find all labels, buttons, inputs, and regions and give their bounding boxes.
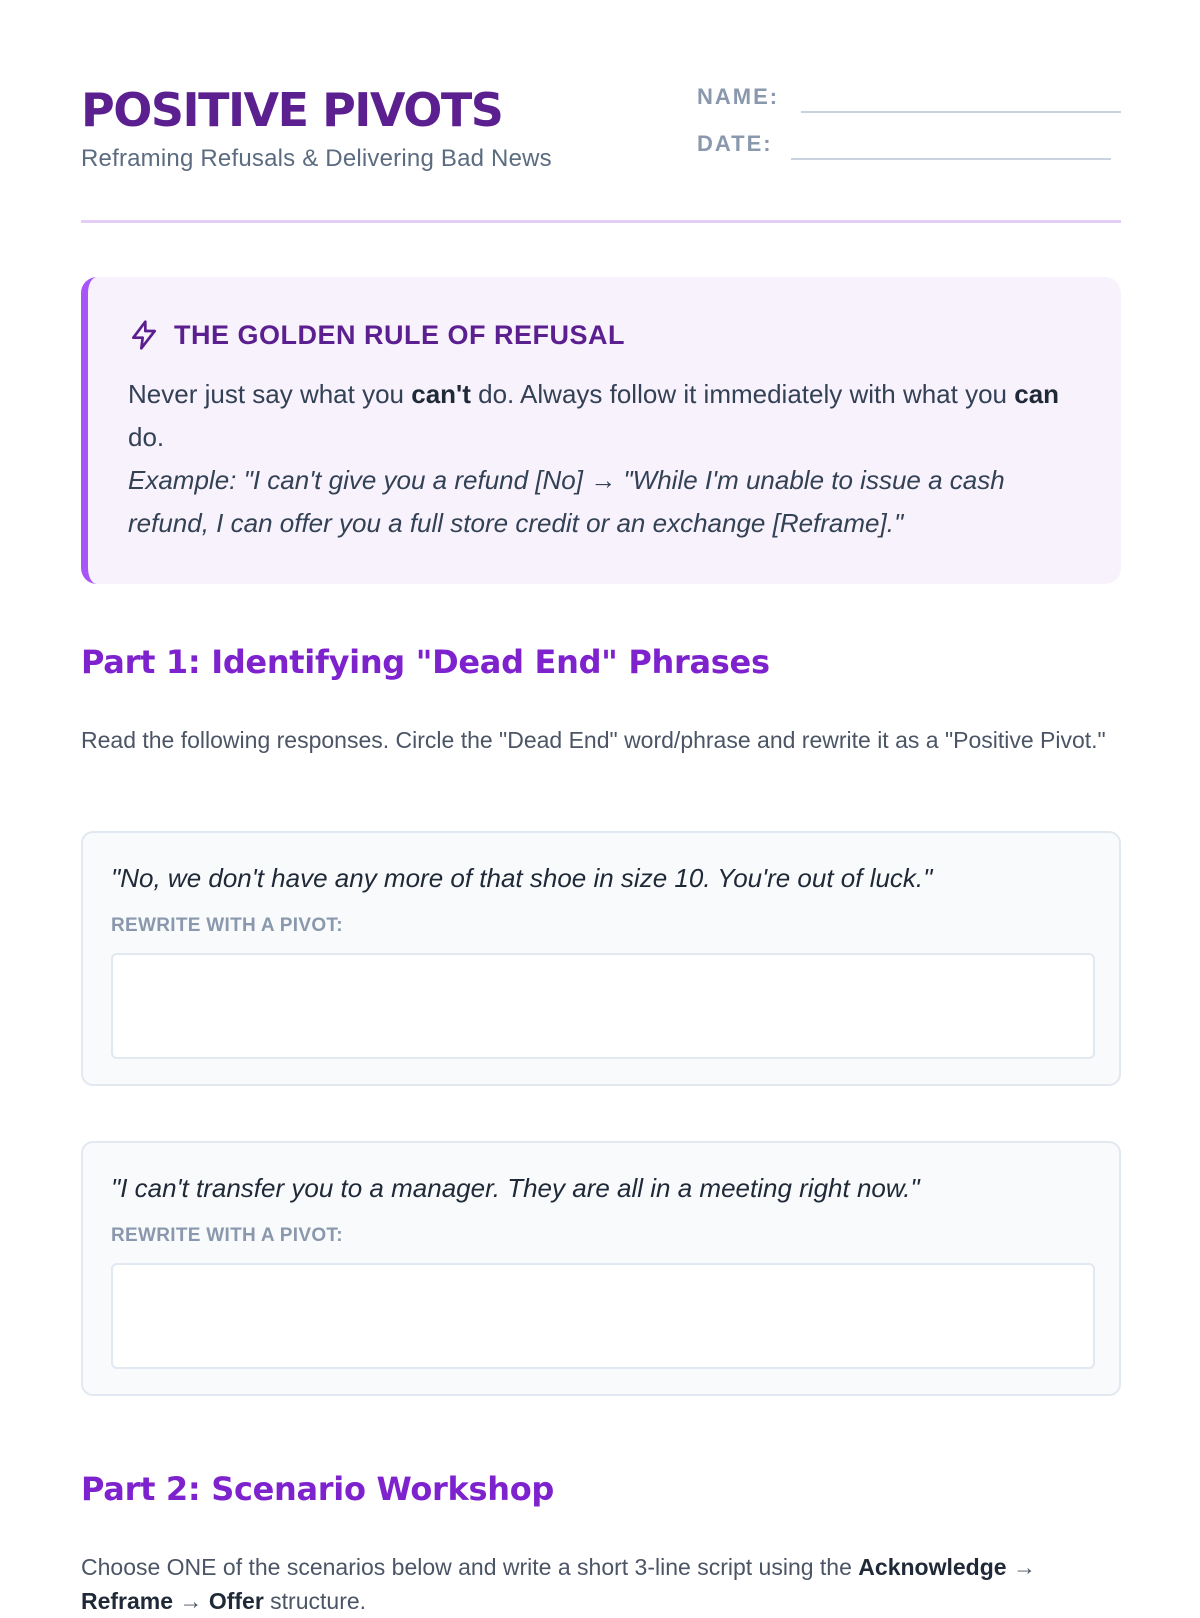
part2-description [81,1550,1121,1618]
name-label: NAME: [697,84,780,109]
arrow-glyph: → [1006,1554,1036,1580]
page-title: POSITIVE PIVOTS [81,83,503,137]
name-field[interactable] [801,111,1121,113]
part2-text: structure. [263,1588,367,1614]
arrow-glyph: → [173,1588,209,1614]
rule-emphasis-cant: can't [411,379,471,409]
golden-rule-header [128,319,625,351]
step-offer: Offer [208,1588,264,1614]
rewrite-answer-box[interactable] [111,1263,1095,1369]
rule-text-part: do. [128,422,165,452]
rule-text-part: do. Always follow it immediately with what you [470,379,1015,409]
exercise-card [81,831,1121,1086]
worksheet-header [81,84,1121,224]
part2-title: Part 2: Scenario Workshop [81,1470,555,1508]
dead-end-quote: "I can't transfer you to a manager. They are all in a meeting right now." [111,1173,920,1203]
part1-title: Part 1: Identifying "Dead End" Phrases [81,643,770,681]
rule-emphasis-can: can [1014,379,1060,409]
rewrite-label: REWRITE WITH A PIVOT: [111,1225,343,1246]
date-field[interactable] [791,158,1111,160]
header-divider [81,220,1121,223]
rewrite-label: REWRITE WITH A PIVOT: [111,915,343,936]
page-subtitle: Reframing Refusals & Delivering Bad News [81,145,552,172]
rule-text-part: Never just say what you [128,379,412,409]
dead-end-quote: "No, we don't have any more of that shoe in size 10. You're out of luck." [111,863,933,893]
golden-rule-callout [81,277,1121,584]
step-acknowledge: Acknowledge [858,1554,1007,1580]
date-label: DATE: [697,131,773,156]
rewrite-answer-box[interactable] [111,953,1095,1059]
exercise-card [81,1141,1121,1396]
lightning-icon [128,319,160,351]
part2-text: Choose ONE of the scenarios below and write a short 3-line script using the [81,1554,859,1580]
golden-rule-text [128,373,1078,545]
step-reframe: Reframe [81,1588,174,1614]
part1-description: Read the following responses. Circle the "Dead End" word/phrase and rewrite it as a "Positive Pivot." [81,727,1106,753]
golden-rule-example: Example: "I can't give you a refund [No] → "While I'm unable to issue a cash refund, I can offer you a full store credit or an exchange [Reframe]." [128,465,1005,538]
golden-rule-title: THE GOLDEN RULE OF REFUSAL [174,319,625,350]
